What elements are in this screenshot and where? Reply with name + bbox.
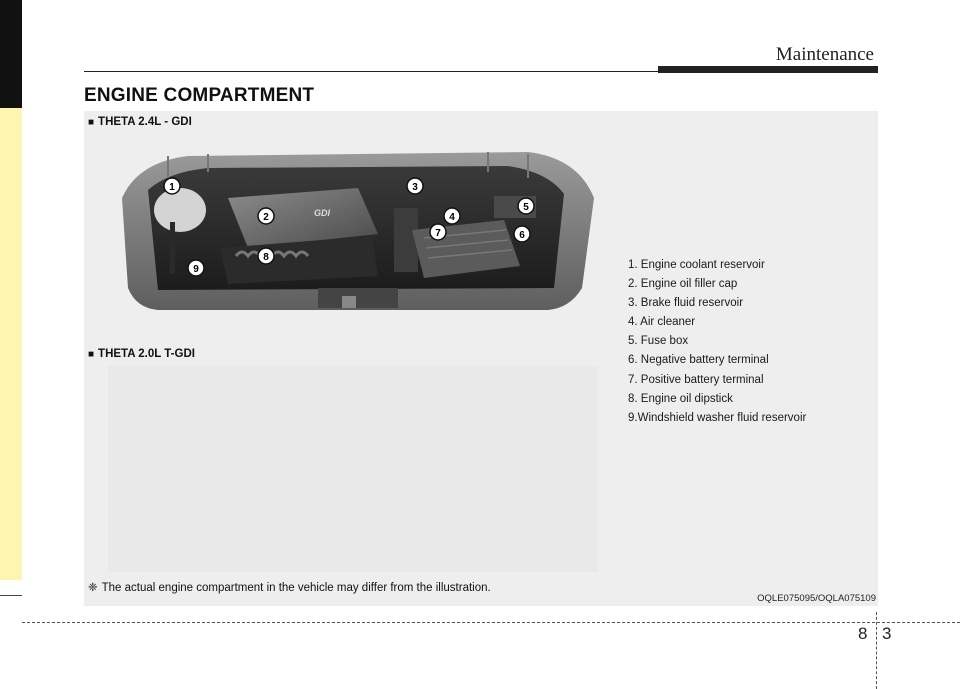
legend-item: 4. Air cleaner <box>628 316 696 329</box>
page-number-divider <box>876 612 877 689</box>
callout-8: 8 <box>263 252 269 263</box>
variant-label-theta-20 <box>88 348 195 360</box>
image-reference-code: OQLE075095/OQLA075109 <box>757 593 876 604</box>
variant-label-text: THETA 2.0L T-GDI <box>98 348 195 360</box>
callout-4: 4 <box>449 212 455 223</box>
header-section-title: Maintenance <box>775 44 874 65</box>
callout-7: 7 <box>435 228 441 239</box>
side-tab-marker <box>0 0 22 108</box>
legend-item: 2. Engine oil filler cap <box>628 278 738 291</box>
engine-cover-badge: GDI <box>314 208 331 218</box>
legend-item: 5. Fuse box <box>628 335 689 348</box>
callout-9: 9 <box>193 264 199 275</box>
legend-item: 6. Negative battery terminal <box>628 354 769 367</box>
chapter-number: 8 <box>858 624 868 643</box>
callout-5: 5 <box>523 202 529 213</box>
legend-item: 1. Engine coolant reservoir <box>628 259 765 271</box>
footer-divider <box>22 622 960 623</box>
engine-compartment-illustration <box>108 138 598 338</box>
engine-illustration-placeholder <box>108 366 598 572</box>
callout-6: 6 <box>519 230 525 241</box>
parts-legend <box>628 256 806 428</box>
bullet-square-icon: ■ <box>88 117 95 128</box>
callout-2: 2 <box>263 212 269 223</box>
callout-1: 1 <box>169 182 175 193</box>
legend-item: 9.Windshield washer fluid reservoir <box>628 411 807 424</box>
page-title: ENGINE COMPARTMENT <box>84 85 315 106</box>
variant-label-text: THETA 2.4L - GDI <box>98 116 192 128</box>
side-tab-rule <box>0 595 22 596</box>
legend-item: 7. Positive battery terminal <box>628 373 764 386</box>
legend-item: 8. Engine oil dipstick <box>628 392 733 405</box>
variant-label-theta-24 <box>88 116 192 128</box>
footnote-text: The actual engine compartment in the vehicle may differ from the illustration. <box>101 582 491 594</box>
illustration-footnote <box>88 580 491 594</box>
bullet-square-icon: ■ <box>88 349 95 360</box>
header-rule-thick <box>658 66 878 73</box>
note-mark-icon: ❈ <box>88 582 98 594</box>
legend-item: 3. Brake fluid reservoir <box>628 297 744 310</box>
callout-3: 3 <box>412 182 418 193</box>
header-rule <box>84 71 658 72</box>
page-number: 3 <box>882 624 892 643</box>
